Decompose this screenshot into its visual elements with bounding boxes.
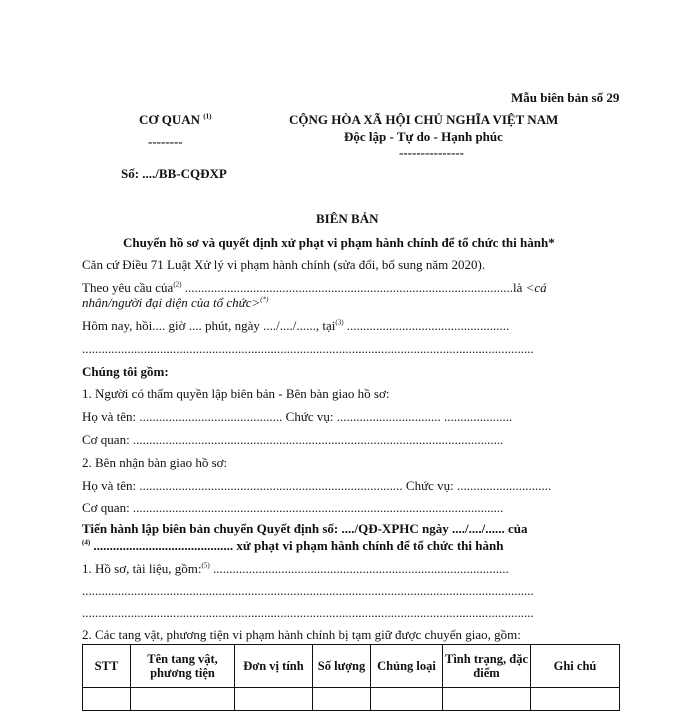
person2-agency: Cơ quan: .................................................................................................................. bbox=[82, 500, 504, 515]
col-unit: Đơn vị tính bbox=[235, 645, 313, 688]
request-line-2-sup: (*) bbox=[260, 295, 269, 304]
nation-title: CỘNG HÒA XÃ HỘI CHỦ NGHĨA VIỆT NAM bbox=[289, 112, 559, 127]
table-cell bbox=[443, 688, 531, 711]
table-cell bbox=[131, 688, 235, 711]
col-item-name: Tên tang vật, phương tiện bbox=[131, 645, 235, 688]
today-dots: .................................................. bbox=[343, 318, 510, 333]
table-cell bbox=[531, 688, 620, 711]
docs-sup: (5) bbox=[201, 561, 210, 570]
items-table bbox=[82, 644, 620, 711]
col-quantity: Số lượng bbox=[313, 645, 371, 688]
doc-number: Số: ..../BB-CQĐXP bbox=[121, 166, 227, 181]
we-include-heading: Chúng tôi gồm: bbox=[82, 364, 169, 379]
agency-label-sup: (1) bbox=[203, 112, 212, 121]
col-type: Chủng loại bbox=[371, 645, 443, 688]
table-cell bbox=[235, 688, 313, 711]
docs-dots: ........................................................................................... bbox=[209, 561, 509, 576]
person2-name: Họ và tên: ................................................................................. Chức vụ: ............................. bbox=[82, 478, 552, 493]
person1-agency: Cơ quan: .................................................................................................................. bbox=[82, 432, 504, 447]
proceed-sup: (4) bbox=[82, 538, 91, 547]
table-cell bbox=[371, 688, 443, 711]
proceed-line-2-text: ........................................... xử phạt vi phạm hành chính để tổ chức thi hành bbox=[90, 538, 504, 553]
request-sup: (2) bbox=[173, 280, 182, 289]
request-line-2 bbox=[82, 295, 268, 311]
docs-text: 1. Hồ sơ, tài liệu, gồm: bbox=[82, 561, 202, 576]
agency-label bbox=[139, 112, 211, 128]
request-dots: .....................................................................................................là bbox=[181, 280, 526, 295]
agency-dash: -------- bbox=[148, 134, 183, 149]
request-line-2-text: nhân/người đại diện của tổ chức> bbox=[82, 295, 261, 310]
col-note: Ghi chú bbox=[531, 645, 620, 688]
person1-name: Họ và tên: ............................................ Chức vụ: ................................ ..................... bbox=[82, 409, 513, 424]
person2-heading: 2. Bên nhận bàn giao hồ sơ: bbox=[82, 455, 228, 470]
proceed-line-2 bbox=[82, 538, 503, 554]
dotted-line-2: ........................................................................................................................................... bbox=[82, 583, 534, 598]
today-sup: (3) bbox=[335, 318, 344, 327]
person1-heading: 1. Người có thẩm quyền lập biên bản - Bên bàn giao hồ sơ: bbox=[82, 386, 390, 401]
table-cell bbox=[313, 688, 371, 711]
agency-label-text: CƠ QUAN bbox=[139, 112, 201, 127]
doc-title: BIÊN BẢN bbox=[316, 211, 379, 226]
doc-subtitle: Chuyển hồ sơ và quyết định xử phạt vi phạm hành chính để tổ chức thi hành* bbox=[123, 235, 555, 250]
request-line-1 bbox=[82, 280, 547, 296]
table-cell bbox=[83, 688, 131, 711]
legal-basis: Căn cứ Điều 71 Luật Xử lý vi phạm hành chính (sửa đổi, bổ sung năm 2020). bbox=[82, 257, 486, 272]
motto-dash: --------------- bbox=[399, 145, 464, 160]
items-heading: 2. Các tang vật, phương tiện vi phạm hành chính bị tạm giữ được chuyển giao, gồm: bbox=[82, 627, 521, 642]
table-row bbox=[83, 688, 620, 711]
today-line bbox=[82, 318, 509, 334]
docs-line bbox=[82, 561, 509, 577]
dotted-line-3: ........................................................................................................................................... bbox=[82, 605, 534, 620]
motto: Độc lập - Tự do - Hạnh phúc bbox=[344, 129, 503, 144]
proceed-line-1: Tiến hành lập biên bản chuyển Quyết định số: ..../QĐ-XPHC ngày ..../..../...... của bbox=[82, 521, 528, 536]
col-stt: STT bbox=[83, 645, 131, 688]
request-placeholder: <cá bbox=[525, 280, 547, 295]
request-text: Theo yêu cầu của bbox=[82, 280, 174, 295]
today-text: Hôm nay, hồi.... giờ .... phút, ngày ..../..../......, tại bbox=[82, 318, 336, 333]
form-number: Mẫu biên bản số 29 bbox=[511, 90, 620, 105]
col-condition: Tình trạng, đặc điểm bbox=[443, 645, 531, 688]
table-header-row bbox=[83, 645, 620, 688]
dotted-line-1: ........................................................................................................................................... bbox=[82, 341, 534, 356]
